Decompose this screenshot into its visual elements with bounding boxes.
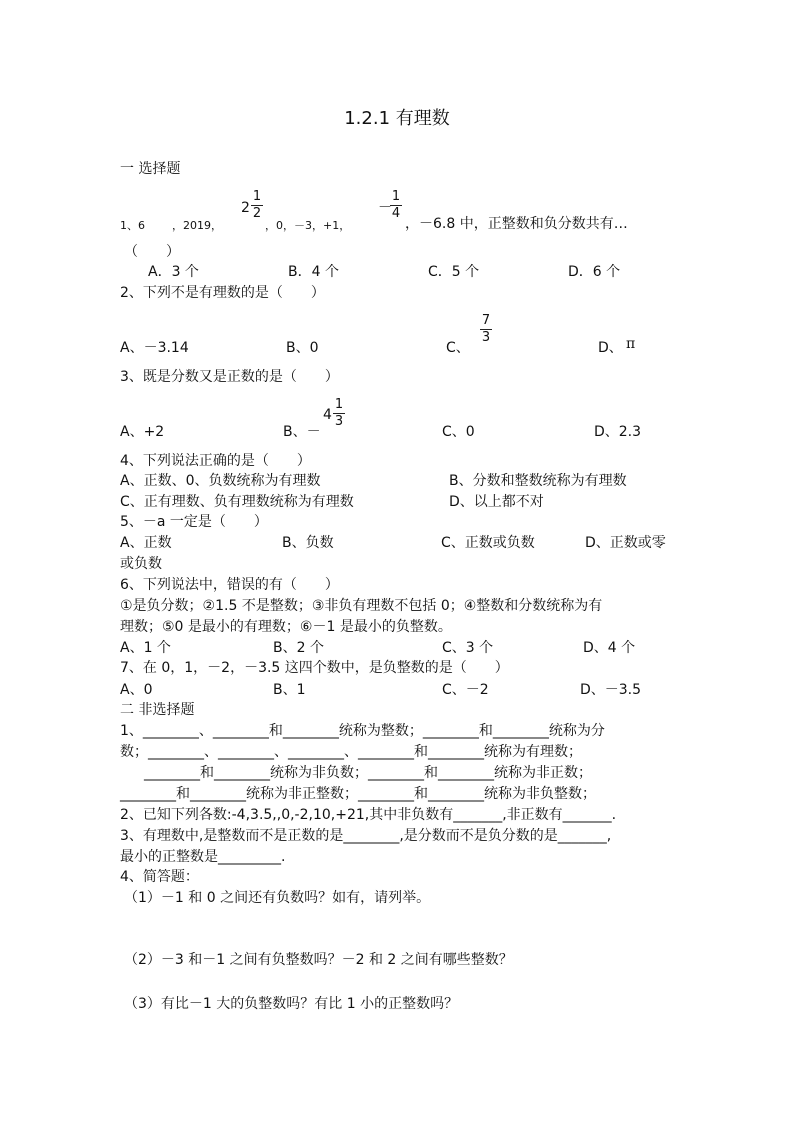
q5-stem: 5、－a 一定是（ ） xyxy=(120,514,268,530)
q6-option-c: C、3 个 xyxy=(442,640,494,656)
q5-option-d-continued: 或负数 xyxy=(120,556,162,572)
q2-stem: 2、下列不是有理数的是（ ） xyxy=(120,285,325,301)
q1-text-part1: 1、6 xyxy=(120,219,145,232)
q1-option-a: A．3 个 xyxy=(148,264,199,280)
q1-negative-sign: － xyxy=(378,200,392,216)
q2-option-c-fraction xyxy=(480,314,492,345)
q5-option-d: D、正数或零 xyxy=(585,535,666,551)
q7-option-d: D、－3.5 xyxy=(580,682,642,698)
q2-option-a: A、－3.14 xyxy=(120,340,189,356)
q1-option-b: B．4 个 xyxy=(288,264,339,280)
q5-option-a: A、正数 xyxy=(120,535,172,551)
q7-stem: 7、在 0，1，－2，－3.5 这四个数中，是负整数的是（ ） xyxy=(120,660,509,676)
q3-option-c: C、0 xyxy=(442,424,475,440)
fill-line-4: ________和________统称为非正整数；________和________统称为非负整数； xyxy=(120,786,596,802)
fill-line-7: 最小的正整数是_________. xyxy=(120,849,286,865)
q3-option-b-fraction xyxy=(333,398,345,429)
q1-fraction xyxy=(390,190,402,221)
q7-option-c: C、－2 xyxy=(442,682,489,698)
q2-c-denominator: 3 xyxy=(481,330,491,345)
fill-line-1: 1、________、________和________统称为整数；________和________统称为分 xyxy=(120,723,605,739)
q3-b-denominator: 3 xyxy=(334,414,344,429)
q1-answer-paren: （ ） xyxy=(124,244,180,260)
q2-option-d: D、 xyxy=(598,340,623,356)
q1-mixed-whole: 2 xyxy=(241,200,250,216)
q3-b-numerator: 1 xyxy=(334,397,344,412)
q5-option-b: B、负数 xyxy=(282,535,334,551)
q6-option-b: B、2 个 xyxy=(273,640,324,656)
q1-fraction-denominator: 4 xyxy=(391,206,401,221)
fill-line-2: 数；________、________、________、________和________统称为有理数； xyxy=(120,744,582,760)
short-answer-2: （2）－3 和－1 之间有负整数吗？－2 和 2 之间有哪些整数？ xyxy=(124,952,513,968)
q3-option-a: A、+2 xyxy=(120,424,165,440)
q3-b-whole: 4 xyxy=(323,407,332,423)
q6-option-d: D、4 个 xyxy=(583,640,636,656)
q3-stem: 3、既是分数又是正数的是（ ） xyxy=(120,369,339,385)
fill-line-3: ________和________统称为非负数；________和________统称为非正数； xyxy=(144,765,592,781)
q1-mixed-numerator: 1 xyxy=(252,189,262,204)
q1-text-part3: ，0，－3，+1， xyxy=(265,219,351,232)
fill-line-6: 3、有理数中,是整数而不是正数的是________,是分数而不是负分数的是_______, xyxy=(120,828,612,844)
q4-option-a: A、正数、0、负数统称为有理数 xyxy=(120,473,321,489)
q6-option-a: A、1 个 xyxy=(120,640,171,656)
q4-option-b: B、分数和整数统称为有理数 xyxy=(449,473,627,489)
q3-option-d: D、2.3 xyxy=(594,424,642,440)
q2-option-b: B、0 xyxy=(286,340,319,356)
q1-fraction-numerator: 1 xyxy=(391,189,401,204)
q1-mixed-fraction xyxy=(251,190,263,221)
q1-option-c: C．5 个 xyxy=(428,264,480,280)
q2-c-numerator: 7 xyxy=(481,313,491,328)
q6-statement-line1: ①是负分数；②1.5 不是整数；③非负有理数不包括 0；④整数和分数统称为有 xyxy=(120,598,603,614)
q7-option-a: A、0 xyxy=(120,682,153,698)
fill-line-5: 2、已知下列各数:-4,3.5,,0,-2,10,+21,其中非负数有_______,非正数有_______. xyxy=(120,807,617,823)
q2-option-c: C、 xyxy=(446,340,470,356)
short-answer-3: （3）有比－1 大的负整数吗？有比 1 小的正整数吗？ xyxy=(124,996,459,1012)
q4-option-c: C、正有理数、负有理数统称为有理数 xyxy=(120,494,354,510)
q3-option-b: B、－ xyxy=(283,424,321,440)
q6-statement-line2: 理数；⑤0 是最小的有理数；⑥－1 是最小的负整数。 xyxy=(120,619,452,635)
q1-mixed-denominator: 2 xyxy=(252,206,262,221)
q1-text-part4: ，－6.8 中，正整数和负分数共有… xyxy=(405,216,628,232)
q1-text-part2: ，2019， xyxy=(172,219,222,232)
section-heading-choice: 一 选择题 xyxy=(120,161,181,177)
q5-option-c: C、正数或负数 xyxy=(441,535,535,551)
q4-option-d: D、以上都不对 xyxy=(449,494,544,510)
q7-option-b: B、1 xyxy=(273,682,306,698)
q4-stem: 4、下列说法正确的是（ ） xyxy=(120,453,311,469)
q1-option-d: D．6 个 xyxy=(568,264,621,280)
short-answer-heading: 4、简答题： xyxy=(120,869,199,885)
short-answer-1: （1）－1 和 0 之间还有负数吗？如有，请列举。 xyxy=(124,890,431,906)
pi-symbol: π xyxy=(626,336,636,352)
page-title: 1.2.1 有理数 xyxy=(344,108,450,129)
section-heading-non-choice: 二 非选择题 xyxy=(120,702,195,718)
q6-stem: 6、下列说法中，错误的有（ ） xyxy=(120,577,339,593)
